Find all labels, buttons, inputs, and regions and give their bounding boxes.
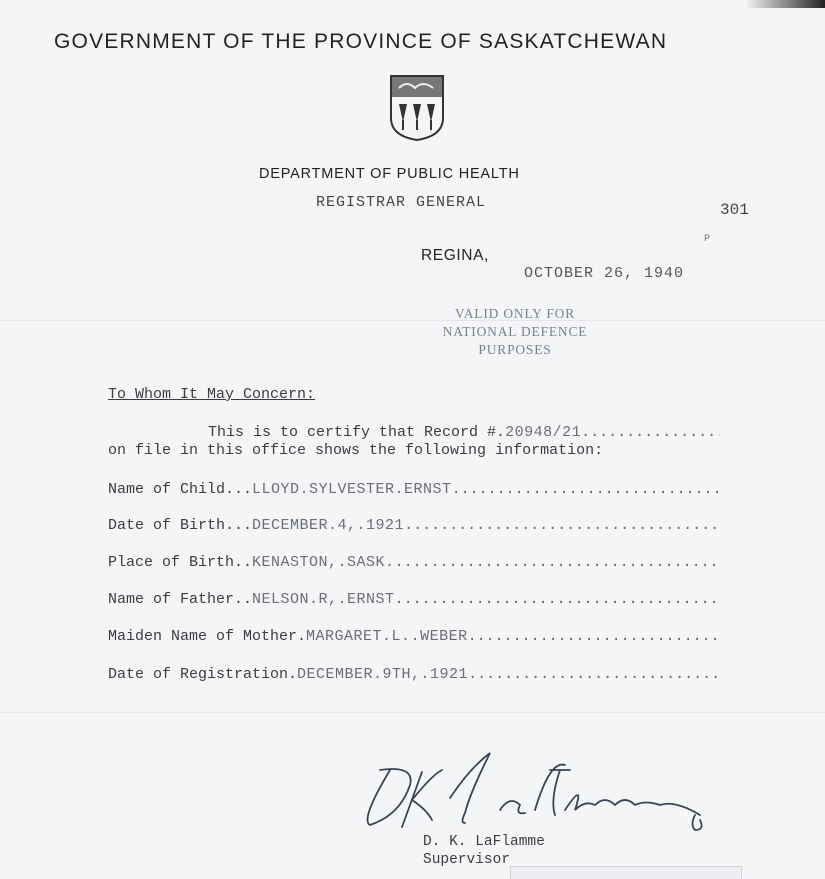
field-row [108, 591, 720, 608]
field-label: Place of Birth.. [108, 554, 253, 571]
stamp-line: VALID ONLY FOR [454, 306, 576, 321]
signatory-title: Supervisor [423, 852, 511, 868]
stamp-line: PURPOSES [478, 342, 552, 357]
issue-date: OCTOBER 26, 1940 [524, 265, 685, 282]
margin-mark: P [704, 234, 711, 245]
field-row [108, 628, 720, 645]
intro-line [108, 424, 720, 441]
field-value: NELSON.R,.ERNST [252, 591, 395, 608]
scan-edge [745, 0, 825, 8]
reference-number: 301 [720, 201, 749, 219]
field-value: DECEMBER.9TH,.1921 [297, 666, 469, 683]
registrar-heading: REGISTRAR GENERAL [316, 194, 487, 211]
salutation: To Whom It May Concern: [108, 386, 316, 403]
field-value: LLOYD.SYLVESTER.ERNST [252, 481, 452, 498]
field-label: Date of Registration. [108, 666, 298, 683]
intro-line-2: on file in this office shows the following information: [108, 442, 604, 459]
record-number: 20948/21 [505, 424, 582, 441]
field-value: DECEMBER.4,.1921 [252, 517, 405, 534]
saskatchewan-crest-icon [389, 74, 445, 142]
field-value: KENASTON,.SASK. [252, 554, 395, 571]
attached-paper-edge [510, 866, 742, 879]
field-row [108, 666, 720, 683]
government-heading: GOVERNMENT OF THE PROVINCE OF SASKATCHEWAN [54, 30, 668, 53]
field-label: Date of Birth... [108, 517, 253, 534]
city: REGINA, [421, 247, 489, 264]
field-row [108, 554, 720, 571]
field-label: Name of Child... [108, 481, 253, 498]
field-label: Name of Father.. [108, 591, 253, 608]
stamp-line: NATIONAL DEFENCE [442, 324, 588, 339]
field-label: Maiden Name of Mother. [108, 628, 307, 645]
signature [350, 750, 730, 840]
field-row [108, 481, 720, 498]
department-heading: DEPARTMENT OF PUBLIC HEALTH [259, 166, 520, 182]
signatory-name: D. K. LaFlamme [423, 834, 545, 850]
field-row [108, 517, 720, 534]
fold-line [0, 712, 825, 713]
field-value: MARGARET.L..WEBER [306, 628, 468, 645]
intro-text: This is to certify that Record #. [208, 424, 506, 441]
